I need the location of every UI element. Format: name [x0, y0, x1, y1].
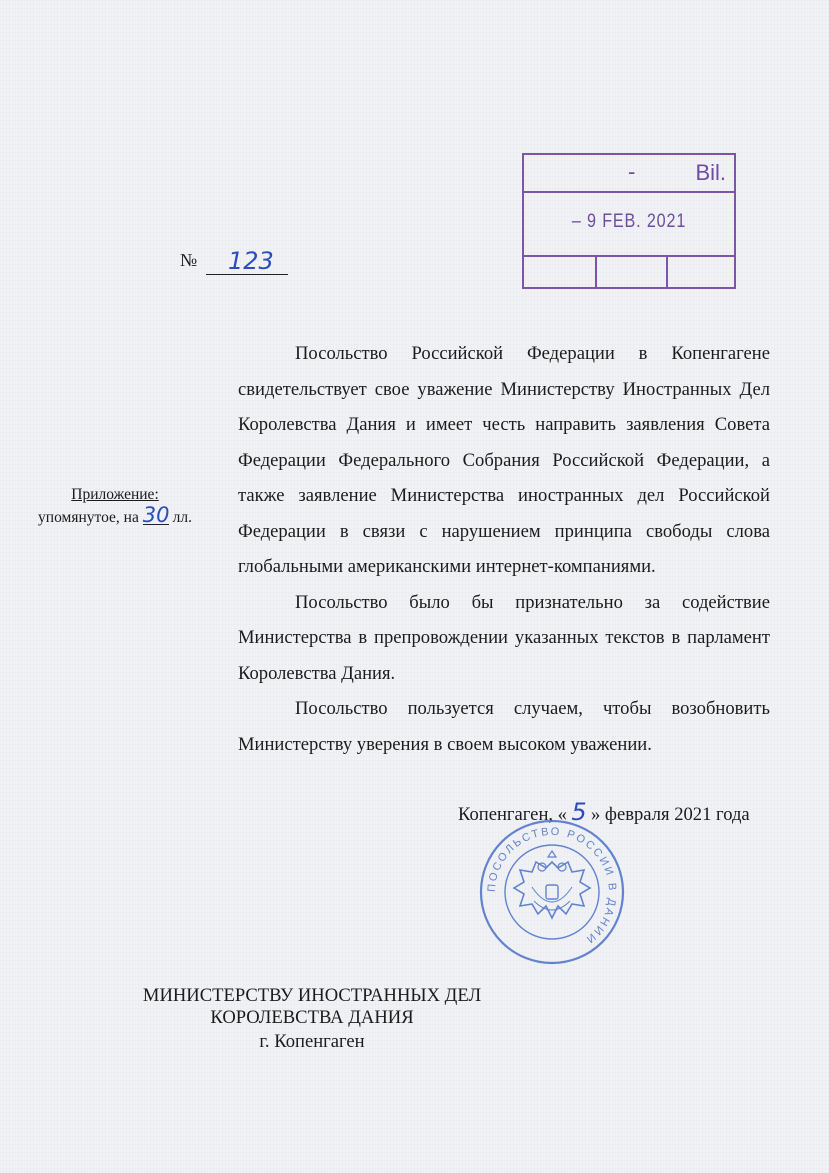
addressee-city: г. Копенгаген [259, 1031, 365, 1052]
body-paragraph: Посольство пользуется случаем, чтобы возобновить Министерству уверения в своем высоком уважении. [238, 698, 770, 755]
place-date-suffix: » февраля 2021 года [590, 804, 750, 825]
registration-stamp-divider [595, 257, 597, 287]
registration-stamp-dash: - [628, 159, 636, 184]
seal-ring-text: ПОСОЛЬСТВО РОССИИ В ДАНИИ [485, 825, 619, 947]
number-sign: № [180, 250, 198, 270]
note-body [238, 336, 770, 762]
registration-stamp-divider [666, 257, 668, 287]
attachment-unit: лл. [172, 509, 192, 526]
date-day: 5 [571, 798, 587, 826]
place-date-prefix: Копенгаген, « [458, 804, 567, 825]
addressee-block [102, 985, 522, 1053]
registration-stamp [522, 153, 736, 289]
document-number: 123 [228, 247, 274, 275]
registration-stamp-footer [524, 255, 734, 287]
attachment-page-count: 30 [142, 503, 170, 527]
attachment-label: Приложение: [71, 486, 159, 503]
registration-stamp-suffix: Bil. [695, 160, 726, 185]
addressee-line: КОРОЛЕВСТВА ДАНИЯ [210, 1007, 414, 1028]
attachment-line [20, 503, 210, 529]
attachment-note [20, 484, 210, 529]
attachment-text: упомянутое, на [38, 509, 139, 526]
registration-stamp-date: – 9 FEB. 2021 [571, 211, 687, 232]
body-paragraph: Посольство Российской Федерации в Копенгагене свидетельствует свое уважение Министерству Иностранных Дел Королевства Дания и имеет честь направить заявления Совета Федерации Федерального Собрания Российской Федерации, а также заявление Министерства иностранных дел Российской Федерации в связи с нарушением принципа свободы слова глобальными американскими интернет-компаниями. [238, 343, 770, 577]
body-paragraph: Посольство было бы признательно за содействие Министерства в препровождении указанных текстов в парламент Королевства Дания. [238, 591, 770, 684]
addressee-line: МИНИСТЕРСТВУ ИНОСТРАННЫХ ДЕЛ [142, 985, 482, 1006]
registration-stamp-header [524, 155, 734, 193]
embassy-seal-icon [472, 817, 632, 967]
